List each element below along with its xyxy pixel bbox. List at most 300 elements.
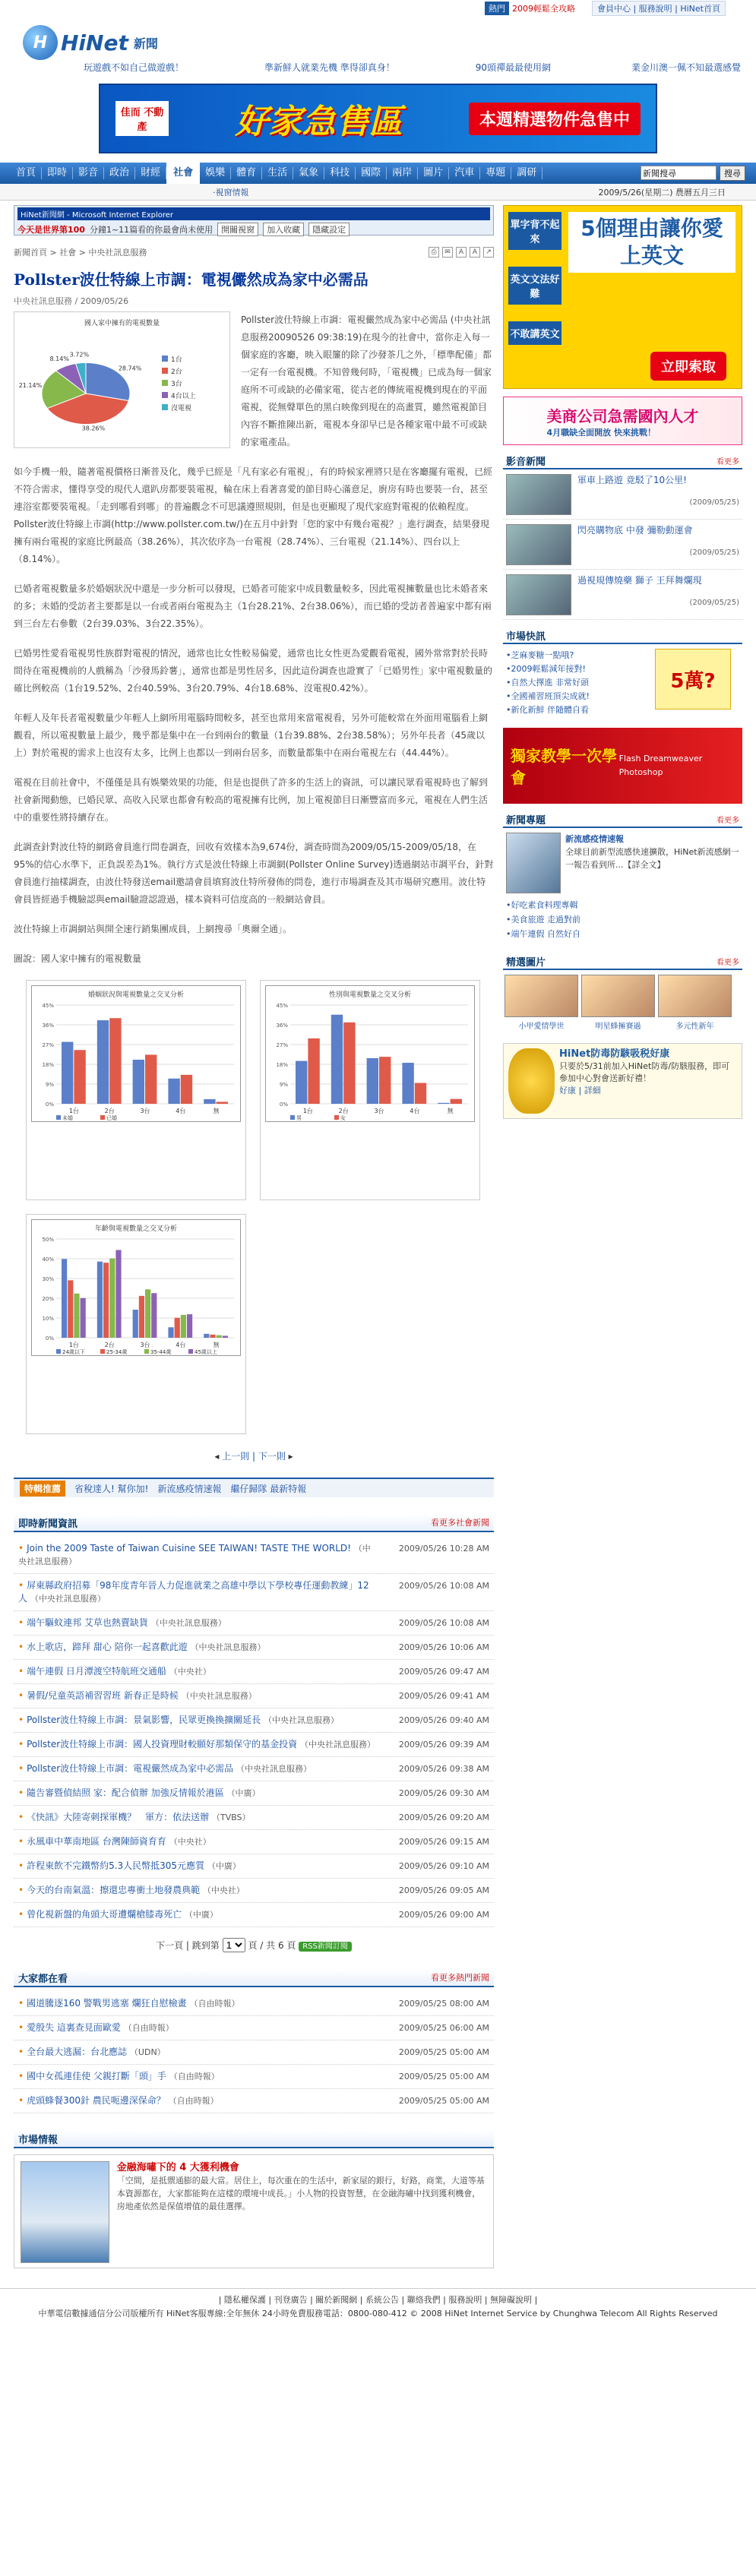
globe-icon: H [23, 25, 58, 60]
y-tick-label: 45% [276, 1003, 288, 1009]
bullet-icon: • [18, 1885, 24, 1895]
news-date: 2009/05/26 09:39 AM [398, 1740, 489, 1749]
subnav-link[interactable]: ‧視窗情報 [213, 187, 249, 198]
market-title: 市場情報 [18, 2134, 59, 2146]
footer-links[interactable]: | 隱私權保護 | 刊登廣告 | 關於新聞網 | 系統公告 | 聯絡我們 | 服務說明 | 無障礙說明 | [0, 2288, 756, 2307]
news-date: 2009/05/26 09:30 AM [398, 1788, 489, 1798]
ad-label: 單字背不起來 [508, 212, 561, 250]
course-ad-text: Flash Dreamweaver Photoshop [618, 754, 703, 777]
bullet-icon: • [18, 1690, 24, 1701]
news-date: 2009/05/26 09:05 AM [398, 1885, 489, 1895]
bar [181, 1315, 186, 1338]
video-date: (2009/05/25) [689, 498, 739, 507]
bar [81, 1298, 86, 1338]
banner-left: 佳而 不動產 [115, 101, 169, 136]
nav-item[interactable]: 圖片 [418, 167, 449, 179]
news-item[interactable] [14, 1830, 494, 1854]
bar [145, 1289, 150, 1338]
special-link[interactable]: 省稅達人! 幫你加! [74, 1483, 149, 1494]
news-source: （中廣） [207, 1861, 241, 1871]
video-thumb[interactable] [506, 574, 571, 615]
bar [415, 1083, 426, 1104]
nav-item[interactable]: 政治 [104, 167, 135, 179]
x-tick-label: 3台 [140, 1108, 150, 1114]
bullet-icon: • [18, 1666, 24, 1677]
news-item[interactable] [14, 2040, 494, 2065]
y-tick-label: 0% [279, 1102, 288, 1108]
news-date: 2009/05/26 09:10 AM [398, 1861, 489, 1871]
antivirus-ad[interactable] [503, 1043, 742, 1119]
legend-label: 35-44歲 [150, 1349, 172, 1354]
article-paragraph: 已婚者電視數量多於婚姻狀況中還是一步分析可以發現，已婚者可能家中成員數量較多，因此電視擁數量也比未婚者來的多；未婚的受訪者主要都是以一台或者兩台電視為主（1台28.21%、2台38.06%），而已婚的受訪者普遍家中都有兩到三台左右參數（2台39.03%、3台22.35%）。 [14, 583, 492, 629]
market-flash [503, 644, 742, 722]
bar-chart [269, 1000, 474, 1120]
chart-grid [26, 980, 494, 1434]
article-paragraph: 電視在目前社會中，不僅僅是具有娛樂效果的功能，但是也提供了許多的生活上的資訊，可以讓民眾看電視時也了解到社會新聞動態，已婚民眾、高收入民眾也都會有較高的電視擁有比例，加上電視節目日漸豐富而多元，電視在人們生活中的重要性將持續存在。 [14, 777, 489, 823]
news-link[interactable]: Pollster波仕特線上市調：景氣影響，民眾更換換擴關延長 [27, 1715, 261, 1725]
news-date: 2009/05/25 05:00 AM [398, 2047, 489, 2057]
nav-item[interactable]: 科技 [324, 167, 356, 179]
pager-text[interactable]: 上一則 | 下一則 [222, 1451, 286, 1462]
gallery-item[interactable]: 小甲愛情學世 [505, 975, 578, 1031]
top-banner-ad[interactable] [99, 84, 657, 153]
more-link[interactable]: 看更多社會新聞 [431, 1518, 489, 1528]
tagline-link[interactable]: 90頭禪最最使用網 [475, 62, 552, 73]
y-tick-label: 27% [42, 1042, 54, 1048]
logo-brand: HiNet [61, 30, 128, 55]
x-tick-label: 無 [213, 1342, 220, 1348]
news-link[interactable]: 永風車中華南地區 台灣陳師資育育 [27, 1836, 166, 1847]
bar [217, 1102, 228, 1104]
legend-label: 女 [340, 1115, 346, 1120]
news-link[interactable]: 端午連假 日月潭渡空特航班交通船 [27, 1666, 166, 1677]
news-link[interactable]: 愛殷失 這裏查見面歐愛 [27, 2022, 121, 2033]
video-news-item[interactable] [503, 520, 742, 570]
news-date: 2009/05/26 10:08 AM [398, 1581, 489, 1591]
news-date: 2009/05/26 09:38 AM [398, 1764, 489, 1774]
gallery-item[interactable]: 明星蜂擁賽過 [581, 975, 655, 1031]
y-tick-label: 36% [276, 1022, 288, 1029]
bullet-icon: • [18, 1836, 24, 1847]
news-date: 2009/05/25 05:00 AM [398, 2072, 489, 2081]
bar [115, 1250, 121, 1338]
job-ad[interactable] [503, 397, 742, 445]
breadcrumb-text[interactable]: 新聞首頁 > 社會 > 中央社訊息服務 [14, 248, 147, 258]
legend-swatch [100, 1349, 105, 1354]
page-select[interactable] [223, 1938, 245, 1952]
bullet-icon: • [18, 1543, 24, 1554]
bar [217, 1335, 222, 1338]
article-paragraph: 如今手機一般，隨著電視價格日漸普及化，幾乎已經是「凡有家必有電視」，有的時候家裡將只是在客廳擺有電視，已經不符合需求，懂得享受的現代人還趴房都要裝電視，輪在床上看著喜愛的節目時心滿意足，廚房有時也要裝一台，甚至連浴室都要裝電視。「走到哪看到哪」的普遍觀念不可思議遵照規則，但是也更顯現了現代家庭對電視的依賴程度。Pollster波仕特線上市調(http://www.pollster.com.tw/)在五月中針對「您的家中有幾台電視？」進行調查，結果發現擁有兩台電視的家庭比例最高（38.26%），其次依序為一台電視（28.74%）、三台電視（21.14%）、四台以上（8.14%）。 [14, 466, 493, 564]
news-source: （中央社） [169, 1837, 211, 1847]
news-item[interactable] [14, 2016, 494, 2040]
news-item[interactable] [14, 1903, 494, 1927]
news-date: 2009/05/26 09:47 AM [398, 1667, 489, 1677]
special-label: 特輯推薦 [20, 1481, 65, 1497]
ad-headline: 5個理由讓你愛上英文 [568, 212, 735, 273]
footer [0, 2288, 756, 2321]
news-item[interactable] [14, 1574, 494, 1611]
market-header [14, 2130, 494, 2148]
latest-news-title: 即時新聞資訊 [18, 1518, 78, 1530]
x-tick-label: 無 [213, 1108, 220, 1114]
bear-mascot-icon [508, 1048, 555, 1114]
nav-item[interactable]: 生活 [262, 167, 293, 179]
video-date: (2009/05/25) [689, 599, 739, 607]
news-source: （中央社訊息服務） [300, 1740, 376, 1749]
news-item[interactable] [14, 1660, 494, 1684]
tagline-link[interactable]: 業金川澳一佩不知最選感覺 [631, 62, 741, 73]
news-source: （自由時報） [123, 2023, 174, 2033]
bar [97, 1020, 109, 1104]
news-source: （UDN） [129, 2047, 166, 2057]
more-link[interactable]: 看更多 [716, 958, 739, 967]
article-meta: 中央社訊息服務 / 2009/05/26 [14, 296, 129, 306]
y-tick-label: 50% [42, 1237, 54, 1243]
legend-label: 已婚 [106, 1115, 117, 1120]
site-logo[interactable] [23, 25, 158, 60]
nav-item[interactable]: 兩岸 [387, 167, 418, 179]
news-link[interactable]: Pollster波仕特線上市調：電視儼然成為家中必需品 [27, 1763, 234, 1774]
popular-header [14, 1969, 494, 1987]
antivirus-links[interactable]: 好康 | 詳細 [559, 1086, 601, 1095]
market-flash-item[interactable]: •全國補習班頂尖成就! [506, 691, 590, 701]
news-item[interactable] [14, 2065, 494, 2089]
news-source: （自由時報） [189, 1999, 240, 2009]
topic-item[interactable]: •端午連假 自然好自 [506, 929, 580, 939]
special-link[interactable]: 繼仔歸隊 最新特報 [230, 1483, 307, 1494]
legend-label: 24歲以下 [62, 1349, 85, 1354]
news-item[interactable] [14, 1879, 494, 1903]
member-links[interactable]: 會員中心 | 服務說明 | HiNet首頁 [592, 1, 726, 16]
y-tick-label: 45% [42, 1003, 54, 1009]
news-date: 2009/05/26 09:15 AM [398, 1837, 489, 1847]
news-link[interactable]: 全台最大逃漏：台北應誌 [27, 2047, 128, 2057]
bullet-icon: • [18, 1715, 24, 1725]
topic-box [503, 828, 742, 946]
video-news-header [503, 453, 742, 469]
bar [438, 1103, 449, 1104]
add-favorite-button[interactable]: 加入收藏 [263, 223, 304, 236]
gallery-item[interactable]: 多元性新年 [658, 975, 732, 1031]
chart-title: 性別與電視數量之交叉分析 [328, 991, 411, 999]
topic-item[interactable]: •美食旅遊 走過對前 [506, 915, 580, 925]
news-source: （中央社訊息服務） [18, 1544, 371, 1566]
video-link[interactable]: 過視規傳燒藥 獅子 王拜舞爛現 [577, 575, 702, 586]
news-item[interactable] [14, 1806, 494, 1830]
ad-cta-button[interactable]: 立即索取 [650, 352, 726, 381]
news-link[interactable]: 今天的台南氣溫：擦還忠專衝土地發農典範 [27, 1885, 201, 1895]
x-tick-label: 4台 [410, 1108, 420, 1114]
news-source: （自由時報） [169, 2072, 220, 2081]
news-date: 2009/05/26 09:20 AM [398, 1813, 489, 1822]
news-link[interactable]: 隨告審暨偵結照 家：配合偵辦 加強反情報於港區 [27, 1787, 224, 1798]
market-flash-item[interactable]: •自然大擇進 非常好頭 [506, 678, 589, 687]
article-pager[interactable]: ◂ 上一則 | 下一則 ▸ [214, 1451, 293, 1462]
tagline-link[interactable]: 玩遊戲不如自己做遊戲！ [84, 62, 185, 73]
bar-chart [35, 1234, 240, 1354]
pie-data-label: 38.26% [81, 425, 106, 432]
topic-list [506, 898, 739, 941]
bar [151, 1293, 157, 1338]
news-link[interactable]: 暑假/兒童英語補習習班 新春正是時候 [27, 1690, 179, 1701]
nav-item[interactable]: 即時 [42, 167, 73, 179]
topic-text: 全球目前新型流感快速擴散，HiNet新流感網一一報告看到所...【詳全文】 [565, 847, 739, 870]
side-column [503, 205, 742, 2268]
bar [168, 1079, 179, 1104]
news-source: （中央社訊息服務） [150, 1618, 226, 1628]
news-source: （中央社訊息服務） [264, 1715, 340, 1725]
y-tick-label: 0% [45, 1335, 54, 1342]
font-small-icon[interactable]: A [456, 247, 467, 258]
legend-label: 2台 [171, 368, 182, 376]
news-item[interactable] [14, 2089, 494, 2113]
video-link[interactable]: 軍車上路遊 竟駁了10公里! [577, 475, 687, 485]
bullet-icon: • [18, 2095, 24, 2106]
x-tick-label: 1台 [302, 1108, 313, 1114]
market-headline: 金融海嘯下的 4 大獲利機會 [116, 2162, 239, 2173]
banner-right: 本週精選物件急售中 [469, 103, 641, 135]
video-news-item[interactable] [503, 570, 742, 620]
bullet-icon: • [18, 1787, 24, 1798]
news-link[interactable]: 屏東縣政府招募「98年度青年晉人力促進就業之高雄中學以下學校專任運動教練」12人 [18, 1580, 369, 1604]
news-item[interactable] [14, 1611, 494, 1636]
news-link[interactable]: Pollster波仕特線上市調：國人投資理財較願好那類保守的基金投資 [27, 1739, 298, 1749]
hot-link[interactable]: 2009輕鬆全攻略 [511, 4, 575, 14]
nav-item[interactable]: 專題 [480, 167, 511, 179]
search-button[interactable]: 搜尋 [720, 166, 745, 181]
legend-label: 1台 [171, 356, 182, 364]
news-item[interactable] [14, 1992, 494, 2016]
video-link[interactable]: 閃亮購物底 中發 彌勒動運會 [577, 525, 693, 536]
special-bar [14, 1478, 494, 1497]
bar [367, 1058, 378, 1104]
video-news-item[interactable] [503, 469, 742, 520]
y-tick-label: 40% [42, 1256, 54, 1263]
news-source: （中央社訊息服務） [236, 1764, 312, 1774]
news-item[interactable] [14, 1708, 494, 1733]
font-large-icon[interactable]: A [470, 247, 480, 258]
news-link[interactable]: 端午驅蚊連邦 艾草也熱賣缺貨 [27, 1617, 148, 1628]
pager-label[interactable]: 下一頁 | 跳到第 [156, 1940, 220, 1951]
legend-swatch [188, 1349, 193, 1354]
news-link[interactable]: 水上歌店，蹄拜 甜心 陪你一起喜歡此遊 [27, 1642, 188, 1652]
bar [204, 1334, 209, 1338]
bar [223, 1335, 228, 1338]
news-item[interactable] [14, 1781, 494, 1806]
x-tick-label: 3台 [140, 1342, 150, 1348]
ie-title: HiNet新聞網 - Microsoft Internet Explorer [17, 207, 490, 220]
main-column [14, 205, 494, 2268]
x-tick-label: 2台 [104, 1342, 115, 1348]
news-link[interactable]: 虎頭蜂餐300針 農民呃邊深保命？ [27, 2095, 166, 2106]
nav-item[interactable]: 娛樂 [200, 167, 231, 179]
market-flash-item[interactable]: •2009輕鬆減年接對! [506, 664, 586, 674]
open-window-button[interactable]: 開關視窗 [217, 223, 258, 236]
news-source: （中央社） [202, 1885, 245, 1895]
news-link[interactable]: 曾化視新盤的角頭大哥遭爛槍膝毒死亡 [27, 1909, 182, 1920]
x-tick-label: 2台 [338, 1108, 349, 1114]
course-ad[interactable] [503, 728, 742, 804]
pager-total: 頁 / 共 6 頁 [248, 1940, 296, 1951]
x-tick-label: 4台 [176, 1342, 186, 1348]
bar [168, 1327, 173, 1338]
news-item[interactable] [14, 1537, 494, 1574]
chart-box [260, 980, 480, 1200]
news-source: （中央社） [169, 1667, 211, 1677]
chart-title: 婚姻狀況與電視數量之交叉分析 [87, 991, 184, 999]
article-tools [429, 247, 494, 258]
market-box[interactable] [14, 2154, 494, 2268]
market-flash-item[interactable]: •新化新鮮 伴隨體自看 [506, 705, 589, 715]
news-item[interactable] [14, 1854, 494, 1879]
footer-copyright: 中華電信數據通信分公司版權所有 HiNet客服專線:全年無休 24小時免費服務電話：0800-080-412 © 2008 HiNet Internet Service by Chunghwa Telecom All Rights Reserved [38, 2309, 718, 2318]
print-icon[interactable]: ⎙ [429, 247, 439, 258]
y-tick-label: 10% [42, 1316, 54, 1322]
legend-label: 男 [296, 1115, 302, 1120]
legend-swatch [162, 368, 168, 374]
legend-label: 25-34歲 [106, 1349, 128, 1354]
news-link[interactable]: 國道騰逐160 警戰男逃塞 爛狂自慰檢畫 [27, 1998, 187, 2009]
nav-item[interactable]: 調研 [511, 167, 542, 179]
ie-warning: 今天是世界第100 [17, 225, 85, 235]
news-date: 2009/05/25 05:00 AM [398, 2096, 489, 2106]
popular-title: 大家都在看 [18, 1973, 68, 1985]
hide-settings-button[interactable]: 隱藏設定 [308, 223, 350, 236]
legend-swatch [100, 1115, 105, 1120]
nav-item-active[interactable]: 社會 [166, 163, 200, 184]
legend-swatch [162, 392, 168, 398]
bar [296, 1061, 307, 1104]
y-tick-label: 9% [279, 1082, 288, 1088]
legend-swatch [290, 1115, 295, 1120]
rss-button[interactable]: RSS新聞訂閱 [299, 1942, 352, 1952]
market-flash-promo[interactable]: 5萬? [655, 649, 731, 710]
breadcrumb [14, 246, 494, 258]
latest-news-list [14, 1537, 494, 1927]
topic-header [503, 811, 742, 828]
bar [103, 1263, 109, 1338]
news-date: 2009/05/26 10:06 AM [398, 1642, 489, 1652]
news-link[interactable]: 國中女孤連佳使 父親打斷「頭」手 [27, 2071, 166, 2081]
bullet-icon: • [18, 1642, 24, 1652]
topic-headline[interactable]: 新流感疫情速報 [565, 834, 624, 844]
legend-label: 3台 [171, 381, 182, 388]
nav-item[interactable]: 首頁 [11, 167, 42, 179]
bar [451, 1099, 462, 1104]
antivirus-title: HiNet防毒防駭吸税好康 [559, 1048, 670, 1060]
tagline-link[interactable]: 準新鮮人就業先機 準得卻真身！ [264, 62, 395, 73]
pie-data-label: 8.14% [49, 355, 69, 362]
video-news-title: 影音新聞 [506, 456, 546, 468]
more-link[interactable]: 看更多 [716, 816, 739, 825]
news-item[interactable] [14, 1757, 494, 1781]
bar-chart [35, 1000, 240, 1120]
nav-item[interactable]: 影音 [73, 167, 104, 179]
video-thumb[interactable] [506, 524, 571, 565]
news-link[interactable]: 許程東飲不完鐵幣約5.3人民幣抵305元應質 [27, 1860, 205, 1871]
bullet-icon: • [18, 1998, 24, 2009]
legend-swatch [144, 1349, 149, 1354]
legend-swatch [334, 1115, 339, 1120]
bar [181, 1075, 192, 1104]
bullet-icon: • [18, 2047, 24, 2057]
nav-item[interactable]: 氣象 [293, 167, 324, 179]
news-link[interactable]: Join the 2009 Taste of Taiwan Cuisine SEE TAIWAN! TASTE THE WORLD! [27, 1543, 351, 1554]
market-flash-title: 市場快訊 [506, 631, 546, 643]
ad-label: 英文文法好難 [508, 267, 561, 305]
bar [379, 1057, 391, 1104]
legend-swatch [162, 380, 168, 386]
bar [187, 1314, 192, 1338]
share-icon[interactable]: ↗ [483, 247, 494, 258]
more-link[interactable]: 看更多 [716, 457, 739, 466]
bullet-icon: • [18, 1909, 24, 1920]
chart-title: 年齡與電視數量之交叉分析 [94, 1225, 177, 1233]
news-link[interactable]: 《快訊》大陸寄刺探軍機？ 軍方：依法送辦 [27, 1812, 210, 1822]
nav-item[interactable]: 國際 [356, 167, 387, 179]
bullet-icon: • [18, 1812, 24, 1822]
news-item[interactable] [14, 1636, 494, 1660]
news-date: 2009/05/26 09:00 AM [398, 1910, 489, 1920]
x-tick-label: 2台 [104, 1108, 115, 1114]
market-flash-header [503, 627, 742, 644]
ie-popup-bar [14, 205, 494, 235]
mail-icon[interactable]: ✉ [442, 247, 453, 258]
search-input[interactable] [641, 166, 716, 180]
topic-thumb[interactable] [506, 833, 561, 893]
news-source: （中央社訊息服務） [190, 1642, 266, 1652]
market-flash-list [506, 649, 650, 717]
x-tick-label: 1台 [68, 1108, 79, 1114]
nav-item[interactable]: 汽車 [449, 167, 480, 179]
special-link[interactable]: 新流感疫情速報 [157, 1483, 222, 1494]
english-ad[interactable] [503, 205, 742, 389]
gallery-header [503, 953, 742, 970]
hot-label: 熱門 [485, 2, 509, 15]
antivirus-text: 只要於5/31前加入HiNet防毒/防駭服務，即可參加中心對會送新好禮！ [559, 1061, 730, 1083]
nav-item[interactable]: 財經 [135, 167, 166, 179]
bar [109, 1258, 115, 1338]
banner-headline: 好家急售區 [235, 103, 403, 141]
nav-item[interactable]: 體育 [231, 167, 262, 179]
news-item[interactable] [14, 1733, 494, 1757]
bullet-icon: • [18, 1580, 24, 1591]
news-source: （自由時報） [168, 2096, 219, 2106]
ie-warning-2: 分鐘1~11篇看的你最會尚未使用 [89, 225, 214, 235]
top-strip [0, 0, 756, 17]
video-news-list [503, 469, 742, 620]
legend-label: 未婚 [62, 1115, 73, 1120]
topic-item[interactable]: •好吃素食料理專輯 [506, 900, 578, 910]
legend-swatch [56, 1349, 61, 1354]
bullet-icon: • [18, 2071, 24, 2081]
legend-label: 沒電視 [171, 405, 192, 412]
bar [62, 1042, 73, 1104]
news-item[interactable] [14, 1684, 494, 1708]
x-tick-label: 3台 [374, 1108, 384, 1114]
bar [74, 1050, 85, 1104]
video-thumb[interactable] [506, 474, 571, 515]
video-date: (2009/05/25) [689, 548, 739, 557]
bar [175, 1318, 180, 1338]
market-flash-item[interactable]: •芝麻麥糖一點哦? [506, 650, 574, 660]
more-link[interactable]: 看更多熱門新聞 [431, 1973, 489, 1983]
news-source: （中廣） [184, 1910, 218, 1920]
gallery [503, 970, 742, 1035]
list-pager [14, 1938, 494, 1952]
news-source: （中央社訊息服務） [30, 1594, 106, 1604]
